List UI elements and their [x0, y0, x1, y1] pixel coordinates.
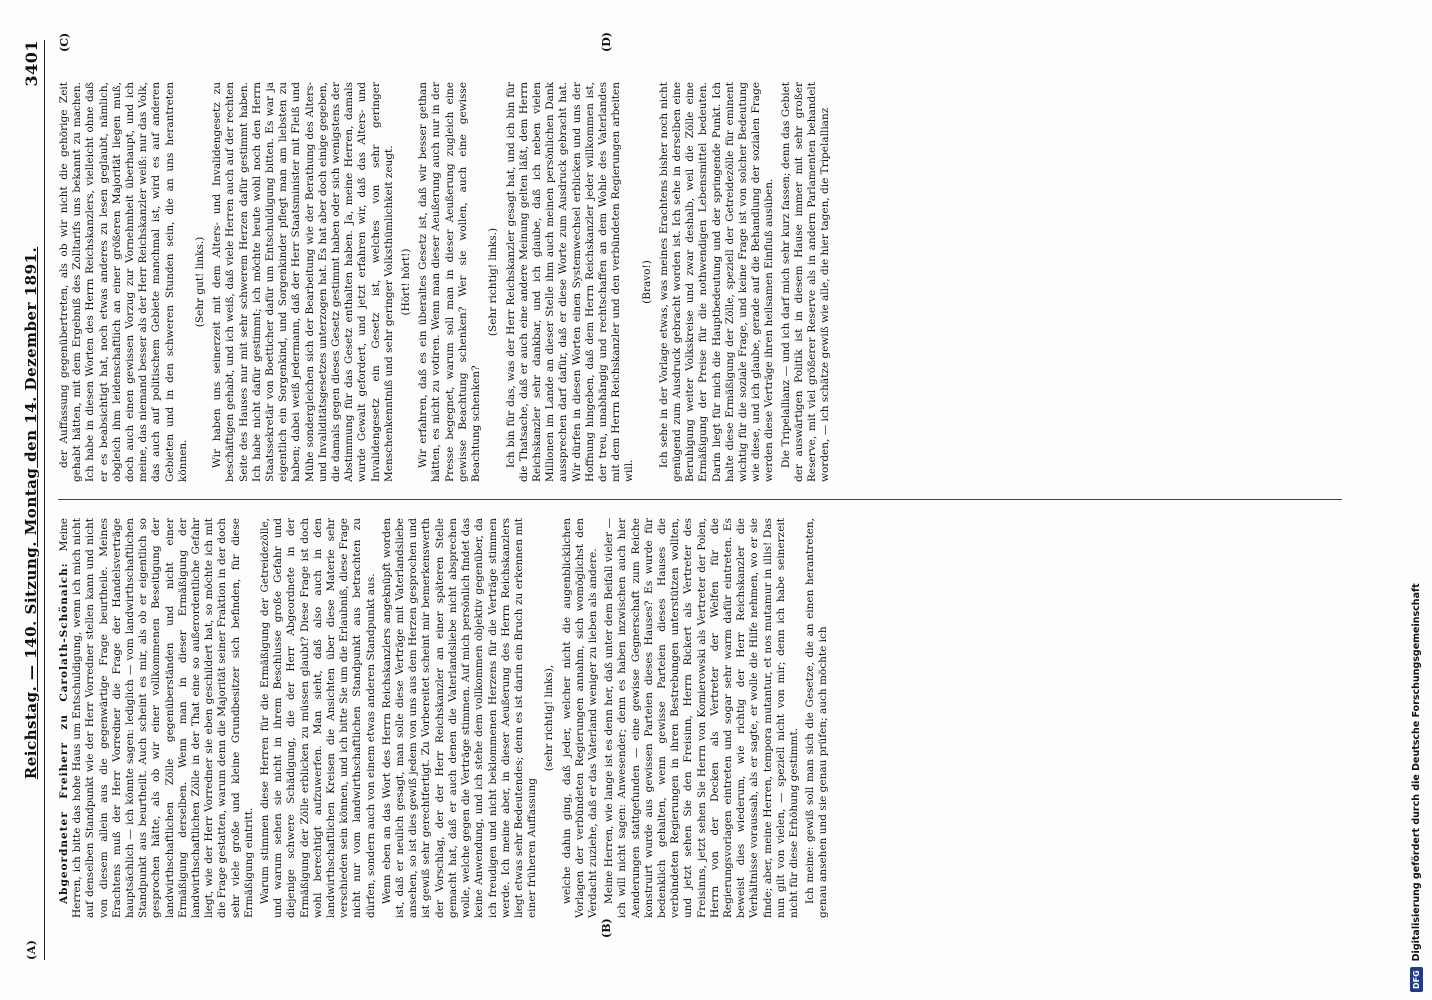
page-title: Reichstag. — 140. Sitzung. Montag den 14. Dezember 1891. [22, 246, 40, 780]
right-aside-2: (Hört! hört!) [400, 248, 413, 316]
left-paragraph-5: Meine Herren, wie lange ist es denn her, daß unter dem Beifall vieler — ich will nicht sagen: Anwesender; denn es haben inzwischen auch hier Aenderungen stattgefunden — eine gewisse Gegnerschaft zum Reiche konstruirt wurde aus gewissen Parteien dieses Hauses? Es wurde für bedenklich gehalten, wenn gewisse Parteien dieses Hauses die verbündeten Regierungen in ihren Bestrebungen unterstützen wollten, und jetzt sehen Sie den Freisinn, Herrn Rickert als Vertreter des Freisinns, jetzt sehen Sie Herrn von Komierowski als Vertreter der Polen, Herrn von der Decken als Vertreter der Welfen für die Regierungsvorlagen eintreten und sogar sehr warm dafür eintreten. Es beweist dies wiederum, wie richtig der Herr Reichskanzler die Verhältnisse voraussah, als er sagte, er wolle die Hilfe nehmen, wo er sie finde; aber, meine Herren, tempora mutantur, et nos mutamur in illis! Das nun gilt von vielen, — speziell nicht von mir; denn ich habe seinerzeit nicht für diese Erhöhung gestimmt. [603, 518, 800, 918]
page-number: 3401 [21, 40, 41, 87]
digitization-footer [1406, 0, 1426, 1000]
right-paragraph-3: Wir erfahren, daß es ein überaltes Gesetz ist, daß wir besser gethan hätten, es nicht zu votiren. Wenn man dieser Aeußerung auch nur in der Presse begegnet, warum soll man in dieser Aeußerung zugleich eine gewisse Beachtung schenken? Wer sie wollen, auch eine gewisse Beachtung schenken? [417, 82, 483, 482]
left-paragraph-3: Wenn eben an das Wort des Herrn Reichskanzlers angeknüpft worden ist, daß er neulich gesagt, man solle diese Verträge mit Vaterlandsliebe ansehen, so ist dies gewiß jedem von uns aus dem Herzen gesprochen und ist gewiß sehr gerechtfertigt. Zu Vorbereitet scheint mir bemerkenswerth der Vorschlag, der der Herr Reichskanzler an einer späteren Stelle gemacht hat, daß er auch denen die Vaterlandsliebe nicht absprechen wolle, welche gegen die Verträge stimmen. Auf mich persönlich findet das keine Anwendung, und ich stehe dem vollkommen objektiv gegenüber, da ich freudigen und nicht beklommenen Herzens für die Verträge stimmen werde. Ich meine aber, in dieser Aeußerung des Herrn Reichskanzlers liegt etwas sehr Bedeutendes; denn es ist darin ein Bruch zu erkennen mit einer früheren Auffassung [380, 518, 539, 918]
dfg-logo: DFG [1410, 967, 1423, 992]
right-aside-1: (Sehr gut! links.) [194, 236, 207, 328]
right-aside-3: (Sehr richtig! links.) [487, 227, 500, 337]
page-header [18, 40, 45, 960]
right-column [58, 82, 1342, 482]
marker-b: (B) [600, 918, 613, 938]
left-paragraph-2: Warum stimmen diese Herren für die Ermäßigung der Getreidezölle, und warum sehen sie nicht in ihrem Beschlusse große Gefahr und diejenige schwere Schädigung, die der Herr Abgeordnete in der Ermäßigung der Zölle erblicken zu müssen glaubt? Diese Frage ist doch wohl berechtigt aufzuwerfen. Man sieht, daß also auch in den landwirthschaftlichen Kreisen die Ansichten über diese Materie sehr verschieden sein können, und ich bitte Sie um die Erlaubniß, diese Frage nicht nur vom landwirthschaftlichen Standpunkt aus betrachten zu dürfen, sondern auch von einem etwas anderen Standpunkt aus. [259, 518, 377, 918]
speaker-name: Abgeordneter Freiherr zu Carolath-Schönaich: [58, 562, 70, 904]
left-aside-1: (sehr richtig! links), [543, 664, 556, 772]
column-divider [58, 499, 1342, 500]
left-paragraph-6: Ich meine: gewiß soll man sich die Gesetze, die an einen herantreten, genau ansehen und sie genau prüfen; auch möchte ich [804, 518, 830, 918]
right-aside-4: (Bravo!) [640, 260, 653, 304]
left-paragraph-4: welche dahin ging, daß jeder, welcher nicht die augenblicklichen Vorlagen der verbündeten Regierungen annahm, sich womöglichst den Verdacht zuziehe, daß er das Vaterland weniger zu lieben als andere. [560, 518, 599, 918]
left-paragraph-1: Abgeordneter Freiherr zu Carolath-Schönaich: Meine Herren, ich bitte das hohe Haus um Entschuldigung, wenn ich mich nicht auf denselben Standpunkt wie der Herr Vorredner stellen kann und nicht von diesem allein aus die gegenwärtige Frage beurtheile. Meines Erachtens muß der Herr Vorredner die Frage der Handelsverträge hauptsächlich — ich könnte sagen: lediglich — vom landwirthschaftlichen Standpunkt aus beurtheilt. Auch scheint es mir, als ob er eigentlich so gesprochen hätte, als ob wir einer vollkommenen Beseitigung der landwirthschaftlichen Zölle gegenüberständen und nicht einer Ermäßigung derselben. Wenn man in dieser Ermäßigung der landwirthschaftlichen Zölle in der That eine so außerordentliche Gefahr liegt, wie der Herr Vorredner sie eben geschildert hat, so möchte ich mit die Frage gestatten, warum denn die Majorität seiner Fraktion in der doch sehr viele große und kleine Grundbesitzer sich befinden, für diese Ermäßigung eintritt. [58, 518, 255, 918]
right-paragraph-4: Ich bin für das, was der Herr Reichskanzler gesagt hat, und ich bin für die Thatsache, daß er auch eine andere Meinung gelten läßt, dem Herrn Reichskanzler sehr dankbar, und ich glaube, daß ich neben vielen Millionen im Lande an dieser Stelle ihm auch meinen persönlichen Dank aussprechen darf dafür, daß er diese Worte zum Ausdruck gebracht hat. Wir dürfen in diesen Worten einen Systemwechsel erblicken und uns der Hoffnung hingeben, daß dem Herrn Reichskanzler jeder willkommen ist, der treu, unabhängig und rechtschaffen an dem Wohle des Vaterlandes mit dem Herrn Reichskanzler und den verbündeten Regierungen arbeiten will. [504, 82, 636, 482]
right-paragraph-2: Wir haben uns seinerzeit mit dem Alters- und Invalidengesetz zu beschäftigen gehabt, und ich weiß, daß viele Herren auch auf der rechten Seite des Hauses nur mit sehr schwerem Herzen dafür gestimmt haben. Ich habe nicht dafür gestimmt; ich möchte heute wohl noch den Herrn Staatssekretär von Boetticher dafür um Entschuldigung bitten. Es war ja eigentlich ein Sorgenkind, und Sorgenkinder pflegt man am liebsten zu haben; dabei weiß jedermann, daß der Herr Staatsminister mit Fleiß und Mühe sondergleichen sich der Bearbeitung wie der Berathung des Alters- und Invaliditätsgesetzes unterzogen hat. Es hat aber doch einige gegeben, die damals gegen dieses Gesetz gestimmt haben oder sich wenigstens der Abstimmung für das Gesetz enthalten haben. Ja, meine Herren, damals wurde Gewalt gefordert, und jetzt erfahren wir, daß das Alters- und Invalidengesetz ein Gesetz ist, welches von sehr geringer Menschenkenntniß und sehr geringer Volksthümlichkeit zeugt. [211, 82, 395, 482]
marker-d: (D) [600, 32, 613, 52]
marker-a: (A) [24, 939, 38, 960]
footer-text: Digitalisierung gefördert durch die Deutsche Forschungsgemeinschaft [1410, 583, 1422, 962]
marker-c: (C) [58, 32, 71, 52]
right-paragraph-6: Die Tripelallianz — und ich darf mich sehr kurz fassen; denn das Gebiet der auswärtigen Politik ist in diesem Hause immer mit sehr großer Reserve, mit viel größerer Reserve als in andern Parlamenten behandelt worden, — ich schätze gewiß wie alle, die hier tagen, die Tripelallianz [779, 82, 832, 482]
right-paragraph-5: Ich sehe in der Vorlage etwas, was meines Erachtens bisher noch nicht genügend zum Ausdruck gebracht worden ist. Ich sehe in derselben eine Beruhigung weiter Volkskreise und zwar deshalb, weil die Zölle eine Ermäßigung der Preise für die nothwendigen Lebensmittel bedeuten. Darin liegt für mich die Hauptbedeutung und der springende Punkt. Ich halte diese Ermäßigung der Zölle, speziell der Getreidezölle für eminent wichtig für die soziale Frage, und keine Frage ist von solcher Bedeutung wie diese, und ich glaube, gerade auf die Behandlung der sozialen Frage werden diese Verträge ihren heilsamen Einfluß ausüben. [657, 82, 776, 482]
left-column [58, 518, 1342, 918]
right-paragraph-1: der Auffassung gegenübertreten, als ob wir nicht die gehörige Zeit gehabt hätten, mit dem Ergebniß des Zolltarifs uns bekannt zu machen. Ich habe in diesen Worten des Herrn Reichskanzlers, vielleicht ohne daß er es beabsichtigt hat, noch etwas anderes zu lesen geglaubt, nämlich, obgleich ihm leidenschaftlich an einer größeren Majorität liegen muß, doch auch einen gewissen Vorzug zur Vornehmheit überhaupt, und ich meine, das niemand besser als der Herr Reichskanzler weiß: nur das Volk, das auch auf politischem Gebiete manchmal ist, wird es auf anderen Gebieten und in den schweren Stunden sein, die an uns herantreten können. [58, 82, 189, 482]
